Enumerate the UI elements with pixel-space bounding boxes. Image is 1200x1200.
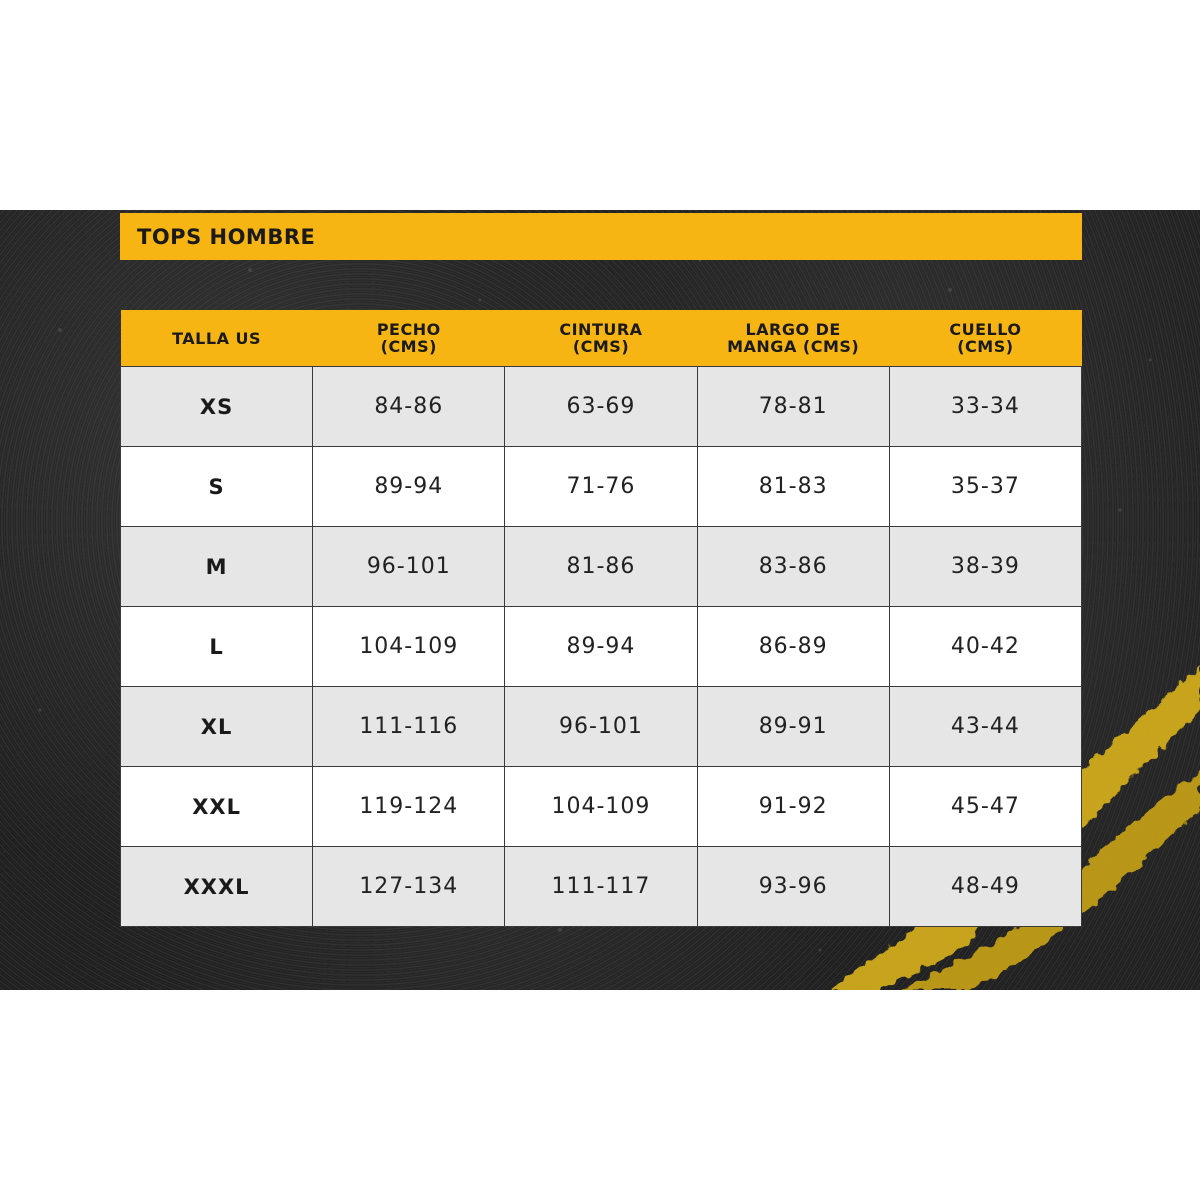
largo-manga-cell: 91-92 [697,767,889,847]
header-cuello-line-2: (CMS) [957,337,1014,356]
size-cell: M [121,527,313,607]
largo-manga-cell: 78-81 [697,367,889,447]
cuello-cell: 45-47 [889,767,1081,847]
cintura-cell: 63-69 [505,367,697,447]
size-cell: XXL [121,767,313,847]
cuello-cell: 43-44 [889,687,1081,767]
header-largo-manga [697,310,889,367]
cuello-cell: 38-39 [889,527,1081,607]
cintura-cell: 71-76 [505,447,697,527]
cuello-cell: 33-34 [889,367,1081,447]
cintura-cell: 96-101 [505,687,697,767]
header-largo-manga-line-2: MANGA (CMS) [727,337,860,356]
size-cell: S [121,447,313,527]
header-pecho-line-2: (CMS) [380,337,437,356]
size-cell: XS [121,367,313,447]
header-cintura [505,310,697,367]
size-cell: XL [121,687,313,767]
size-cell: L [121,607,313,687]
pecho-cell: 119-124 [313,767,505,847]
largo-manga-cell: 83-86 [697,527,889,607]
title-bar [120,213,1082,260]
table-row [121,847,1082,927]
table-row [121,447,1082,527]
cuello-cell: 48-49 [889,847,1081,927]
table-row [121,607,1082,687]
header-largo-manga-line-1: LARGO DE [745,320,841,339]
cintura-cell: 89-94 [505,607,697,687]
table-row [121,367,1082,447]
largo-manga-cell: 89-91 [697,687,889,767]
header-cuello [889,310,1081,367]
table-row [121,527,1082,607]
pecho-cell: 96-101 [313,527,505,607]
pecho-cell: 127-134 [313,847,505,927]
header-cintura-line-2: (CMS) [572,337,630,356]
pecho-cell: 111-116 [313,687,505,767]
table-row [121,767,1082,847]
header-cuello-line-1: CUELLO [949,320,1022,339]
header-pecho [313,310,505,367]
largo-manga-cell: 86-89 [697,607,889,687]
header-talla-us-line-1: TALLA US [172,328,262,348]
header-pecho-line-1: PECHO [376,320,441,339]
cuello-cell: 40-42 [889,607,1081,687]
size-cell: XXXL [121,847,313,927]
cintura-cell: 111-117 [505,847,697,927]
cintura-cell: 81-86 [505,527,697,607]
cuello-cell: 35-37 [889,447,1081,527]
table-row [121,687,1082,767]
table-header-row [121,310,1082,367]
cintura-cell: 104-109 [505,767,697,847]
pecho-cell: 89-94 [313,447,505,527]
header-cintura-line-1: CINTURA [559,320,643,339]
largo-manga-cell: 81-83 [697,447,889,527]
pecho-cell: 84-86 [313,367,505,447]
pecho-cell: 104-109 [313,607,505,687]
largo-manga-cell: 93-96 [697,847,889,927]
page-title: TOPS HOMBRE [137,225,316,249]
size-chart-table [120,310,1082,927]
header-talla-us [121,310,313,367]
